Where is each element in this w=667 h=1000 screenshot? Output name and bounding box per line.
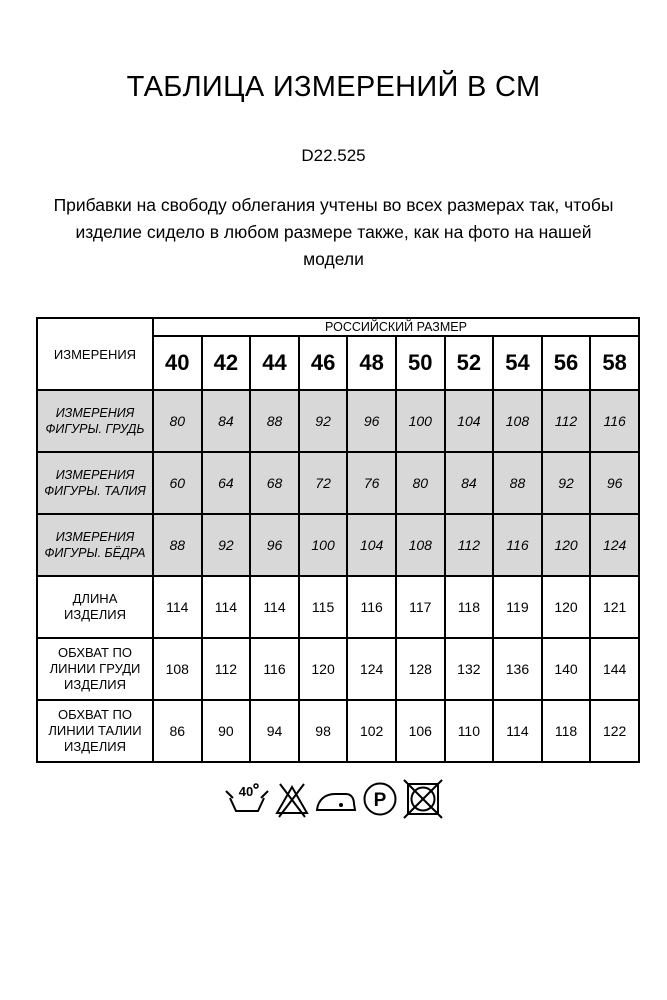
table-row-figure-waist — [37, 452, 639, 514]
table-row-figure-hips — [37, 514, 639, 576]
value-cell: 120 — [542, 514, 591, 576]
value-cell: 88 — [153, 514, 202, 576]
care-symbols-row — [0, 779, 667, 819]
value-cell: 132 — [445, 638, 494, 700]
value-cell: 122 — [590, 700, 639, 762]
value-cell: 76 — [347, 452, 396, 514]
value-cell: 114 — [153, 576, 202, 638]
value-cell: 128 — [396, 638, 445, 700]
value-cell: 104 — [445, 390, 494, 452]
value-cell: 92 — [299, 390, 348, 452]
value-cell: 92 — [542, 452, 591, 514]
value-cell: 124 — [590, 514, 639, 576]
value-cell: 100 — [299, 514, 348, 576]
row-label: ИЗМЕРЕНИЯ ФИГУРЫ. ГРУДЬ — [37, 390, 153, 452]
value-cell: 112 — [202, 638, 251, 700]
size-cell: 40 — [153, 336, 202, 390]
value-cell: 90 — [202, 700, 251, 762]
value-cell: 88 — [493, 452, 542, 514]
iron-one-dot-icon — [315, 779, 357, 819]
value-cell: 86 — [153, 700, 202, 762]
value-cell: 92 — [202, 514, 251, 576]
row-label: ОБХВАТ ПО ЛИНИИ ТАЛИИ ИЗДЕЛИЯ — [37, 700, 153, 762]
fit-note: Прибавки на свободу облегания учтены во всех размерах так, чтобы изделие сидело в любом размере также, как на фото на нашей модели — [53, 195, 614, 269]
value-cell: 72 — [299, 452, 348, 514]
size-cell: 46 — [299, 336, 348, 390]
value-cell: 116 — [590, 390, 639, 452]
wash-40-icon — [225, 779, 269, 819]
value-cell: 114 — [202, 576, 251, 638]
value-cell: 136 — [493, 638, 542, 700]
russian-size-header-cell: РОССИЙСКИЙ РАЗМЕР — [153, 318, 639, 336]
value-cell: 94 — [250, 700, 299, 762]
table-row-product-waist-girth — [37, 700, 639, 762]
value-cell: 88 — [250, 390, 299, 452]
value-cell: 64 — [202, 452, 251, 514]
value-cell: 115 — [299, 576, 348, 638]
value-cell: 84 — [202, 390, 251, 452]
dry-clean-letter: P — [373, 790, 386, 811]
table-row-product-length — [37, 576, 639, 638]
value-cell: 108 — [153, 638, 202, 700]
value-cell: 119 — [493, 576, 542, 638]
size-cell: 48 — [347, 336, 396, 390]
size-cell: 42 — [202, 336, 251, 390]
value-cell: 121 — [590, 576, 639, 638]
size-cell: 44 — [250, 336, 299, 390]
value-cell: 114 — [493, 700, 542, 762]
size-group-header-row — [37, 318, 639, 336]
value-cell: 116 — [250, 638, 299, 700]
size-cell: 56 — [542, 336, 591, 390]
table-row-figure-chest — [37, 390, 639, 452]
do-not-bleach-icon — [272, 779, 312, 819]
value-cell: 60 — [153, 452, 202, 514]
value-cell: 112 — [445, 514, 494, 576]
row-label: ИЗМЕРЕНИЯ ФИГУРЫ. ТАЛИЯ — [37, 452, 153, 514]
value-cell: 80 — [153, 390, 202, 452]
value-cell: 144 — [590, 638, 639, 700]
value-cell: 106 — [396, 700, 445, 762]
value-cell: 96 — [590, 452, 639, 514]
measurements-table — [36, 317, 640, 763]
value-cell: 116 — [347, 576, 396, 638]
row-label: ИЗМЕРЕНИЯ ФИГУРЫ. БЁДРА — [37, 514, 153, 576]
size-cell: 50 — [396, 336, 445, 390]
row-label: ОБХВАТ ПО ЛИНИИ ГРУДИ ИЗДЕЛИЯ — [37, 638, 153, 700]
measurements-header-cell: ИЗМЕРЕНИЯ — [37, 318, 153, 390]
value-cell: 100 — [396, 390, 445, 452]
value-cell: 118 — [445, 576, 494, 638]
product-code: D22.525 — [301, 146, 366, 165]
size-cell: 52 — [445, 336, 494, 390]
size-cell: 54 — [493, 336, 542, 390]
size-cell: 58 — [590, 336, 639, 390]
row-label: ДЛИНА ИЗДЕЛИЯ — [37, 576, 153, 638]
dry-clean-p-icon — [360, 779, 400, 819]
value-cell: 120 — [542, 576, 591, 638]
value-cell: 140 — [542, 638, 591, 700]
value-cell: 110 — [445, 700, 494, 762]
value-cell: 68 — [250, 452, 299, 514]
do-not-tumble-dry-icon — [403, 779, 443, 819]
value-cell: 96 — [347, 390, 396, 452]
value-cell: 124 — [347, 638, 396, 700]
value-cell: 118 — [542, 700, 591, 762]
value-cell: 120 — [299, 638, 348, 700]
value-cell: 116 — [493, 514, 542, 576]
value-cell: 84 — [445, 452, 494, 514]
value-cell: 102 — [347, 700, 396, 762]
value-cell: 108 — [493, 390, 542, 452]
value-cell: 108 — [396, 514, 445, 576]
wash-temp-label: 40 — [238, 784, 253, 799]
value-cell: 117 — [396, 576, 445, 638]
value-cell: 112 — [542, 390, 591, 452]
page-title: ТАБЛИЦА ИЗМЕРЕНИЙ В СМ — [126, 71, 541, 103]
value-cell: 114 — [250, 576, 299, 638]
value-cell: 104 — [347, 514, 396, 576]
value-cell: 96 — [250, 514, 299, 576]
value-cell: 80 — [396, 452, 445, 514]
table-row-product-chest-girth — [37, 638, 639, 700]
value-cell: 98 — [299, 700, 348, 762]
